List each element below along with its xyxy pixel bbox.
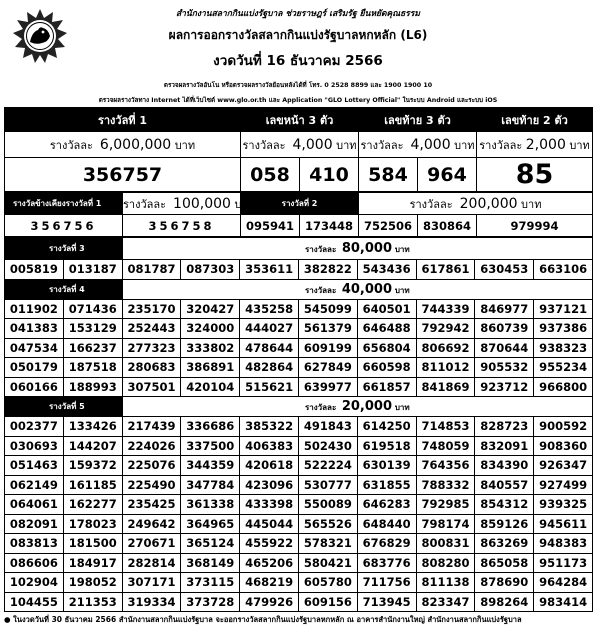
fifth-prize-number: 064061 (5, 495, 64, 515)
fifth-prize-number: 900592 (534, 417, 593, 437)
fifth-prize-number: 964284 (534, 573, 593, 593)
fifth-prize-number: 337500 (181, 436, 240, 456)
fourth-prize-number: 386891 (181, 358, 240, 378)
last2-number: 85 (477, 158, 593, 192)
fifth-prize-number: 002377 (5, 417, 64, 437)
fifth-prize-number: 433398 (240, 495, 299, 515)
fourth-prize-row (5, 338, 593, 358)
fifth-prize-number: 748059 (416, 436, 475, 456)
fifth-prize-number: 800831 (416, 534, 475, 554)
fifth-prize-number: 030693 (5, 436, 64, 456)
near-first-number: 356756 (5, 215, 123, 237)
fifth-prize-row (5, 495, 593, 515)
fifth-prize-number: 854312 (475, 495, 534, 515)
fifth-prize-number: 104455 (5, 592, 64, 612)
fourth-prize-number: 050179 (5, 358, 64, 378)
fourth-prize-number: 640501 (357, 299, 416, 319)
third-prize-number: 005819 (5, 260, 64, 280)
last2-label: เลขท้าย 2 ตัว (477, 108, 593, 132)
fifth-prize-number: 711756 (357, 573, 416, 593)
fourth-prize-number: 280683 (122, 358, 181, 378)
fifth-prize-number: 465206 (240, 553, 299, 573)
fifth-prize-number: 225490 (122, 475, 181, 495)
fourth-prize-row (5, 299, 593, 319)
fifth-prize-number: 307171 (122, 573, 181, 593)
last3-number: 964 (418, 158, 477, 192)
second-prize-label: รางวัลที่ 2 (241, 193, 359, 215)
fourth-prize-number: 307501 (122, 377, 181, 397)
sheet-header (4, 4, 592, 107)
front3-label: เลขหน้า 3 ตัว (241, 108, 359, 132)
fifth-prize-number: 086606 (5, 553, 64, 573)
fifth-prize-number: 455922 (240, 534, 299, 554)
fifth-prize-number: 445044 (240, 514, 299, 534)
first-prize-label: รางวัลที่ 1 (5, 108, 241, 132)
fifth-prize-number: 565526 (298, 514, 357, 534)
fifth-prize-number: 609156 (298, 592, 357, 612)
fifth-prize-number: 840557 (475, 475, 534, 495)
fifth-prize-number: 939325 (534, 495, 593, 515)
fourth-prize-number: 841869 (416, 377, 475, 397)
fourth-prize-number: 609199 (298, 338, 357, 358)
fifth-prize-number: 336686 (181, 417, 240, 437)
fifth-prize-number: 811138 (416, 573, 475, 593)
fifth-prize-number: 951173 (534, 553, 593, 573)
third-prize-amount: รางวัลละ 80,000 บาท (122, 238, 592, 260)
fifth-prize-number: 178023 (63, 514, 122, 534)
fifth-prize-row (5, 573, 593, 593)
fifth-prize-number: 646283 (357, 495, 416, 515)
fifth-prize-number: 479926 (240, 592, 299, 612)
near-first-label: รางวัลข้างเคียงรางวัลที่ 1 (5, 193, 123, 215)
fourth-prize-number: 188993 (63, 377, 122, 397)
fifth-prize-number: 217439 (122, 417, 181, 437)
second-prize-number: 979994 (477, 215, 593, 237)
fourth-prize-number: 846977 (475, 299, 534, 319)
fifth-prize-number: 347784 (181, 475, 240, 495)
fifth-prize-number: 865058 (475, 553, 534, 573)
fifth-prize-number: 808280 (416, 553, 475, 573)
fourth-prize-number: 744339 (416, 299, 475, 319)
front3-number: 058 (241, 158, 300, 192)
fifth-prize-number: 491843 (298, 417, 357, 437)
fifth-prize-number: 788332 (416, 475, 475, 495)
fourth-prize-number: 041383 (5, 319, 64, 339)
fourth-prize-number: 661857 (357, 377, 416, 397)
fifth-prize-number: 406383 (240, 436, 299, 456)
fifth-prize-number: 948383 (534, 534, 593, 554)
fifth-prize-number: 161185 (63, 475, 122, 495)
fifth-prize-number: 898264 (475, 592, 534, 612)
lottery-result-sheet (4, 4, 592, 626)
third-prize-number: 617861 (416, 260, 475, 280)
agencies-slogan: สำนักงานสลากกินแบ่งรัฐบาล ช่วยราษฎร์ เสริมรัฐ ยืนหยัดคุณธรรม (175, 9, 421, 19)
fourth-prize-number: 515621 (240, 377, 299, 397)
fifth-prize-number: 133426 (63, 417, 122, 437)
fourth-prize-number: 277323 (122, 338, 181, 358)
fifth-prize-number: 648440 (357, 514, 416, 534)
fourth-prize-number: 937386 (534, 319, 593, 339)
fourth-prize-row (5, 377, 593, 397)
fifth-prize-row (5, 534, 593, 554)
fifth-prize-number: 619518 (357, 436, 416, 456)
lower-prizes-table (4, 237, 593, 612)
first-prize-number: 356757 (5, 158, 241, 192)
fifth-prize-number: 198052 (63, 573, 122, 593)
fourth-prize-number: 047534 (5, 338, 64, 358)
fifth-prize-number: 162277 (63, 495, 122, 515)
fourth-prize-number: 646488 (357, 319, 416, 339)
fifth-prize-number: 102904 (5, 573, 64, 593)
fifth-prize-number: 373115 (181, 573, 240, 593)
last3-amount: รางวัลละ 4,000 บาท (359, 132, 477, 158)
fifth-prize-number: 863269 (475, 534, 534, 554)
third-prize-number: 663106 (534, 260, 593, 280)
fifth-prize-number: 249642 (122, 514, 181, 534)
fifth-prize-number: 423096 (240, 475, 299, 495)
third-prize-number: 013187 (63, 260, 122, 280)
fifth-prize-number: 319334 (122, 592, 181, 612)
fifth-prize-row (5, 553, 593, 573)
fourth-prize-number: 071436 (63, 299, 122, 319)
fifth-prize-number: 181500 (63, 534, 122, 554)
fifth-prize-row (5, 514, 593, 534)
first-prize-amount: รางวัลละ 6,000,000 บาท (5, 132, 241, 158)
fourth-prize-number: 324000 (181, 319, 240, 339)
fifth-prize-number: 878690 (475, 573, 534, 593)
fifth-prize-number: 550089 (298, 495, 357, 515)
last2-amount: รางวัลละ 2,000 บาท (477, 132, 593, 158)
last3-label: เลขท้าย 3 ตัว (359, 108, 477, 132)
fifth-prize-number: 224026 (122, 436, 181, 456)
fifth-prize-row (5, 436, 593, 456)
fourth-prize-amount: รางวัลละ 40,000 บาท (122, 279, 592, 299)
fifth-prize-label: รางวัลที่ 5 (5, 397, 123, 417)
fifth-prize-number: 159372 (63, 456, 122, 476)
fourth-prize-number: 187518 (63, 358, 122, 378)
fifth-prize-number: 144207 (63, 436, 122, 456)
third-prize-number: 081787 (122, 260, 181, 280)
front3-amount: รางวัลละ 4,000 บาท (241, 132, 359, 158)
fifth-prize-number: 522224 (298, 456, 357, 476)
fourth-prize-label: รางวัลที่ 4 (5, 279, 123, 299)
fifth-prize-number: 834390 (475, 456, 534, 476)
fifth-prize-number: 051463 (5, 456, 64, 476)
fourth-prize-number: 153129 (63, 319, 122, 339)
fifth-prize-number: 832091 (475, 436, 534, 456)
fourth-prize-row (5, 319, 593, 339)
second-prize-number: 095941 (241, 215, 300, 237)
fourth-prize-number: 966800 (534, 377, 593, 397)
fifth-prize-number: 580421 (298, 553, 357, 573)
fifth-prize-number: 361338 (181, 495, 240, 515)
fourth-prize-number: 252443 (122, 319, 181, 339)
fifth-prize-number: 714853 (416, 417, 475, 437)
third-prize-label: รางวัลที่ 3 (5, 238, 123, 260)
fifth-prize-row (5, 417, 593, 437)
fifth-prize-number: 282814 (122, 553, 181, 573)
fourth-prize-number: 333802 (181, 338, 240, 358)
second-prize-amount: รางวัลละ 200,000 บาท (359, 193, 593, 215)
fourth-prize-number: 320427 (181, 299, 240, 319)
internet-check-info: ตรวจผลรางวัลทาง Internet ได้ที่เว็บไซต์ www.glo.or.th และ Application "GLO Lottery Official" ในระบบ Android และระบบ iOS (98, 97, 498, 104)
near-first-second-table (4, 192, 593, 237)
fifth-prize-amount: รางวัลละ 20,000 บาท (122, 397, 592, 417)
fifth-prize-number: 859126 (475, 514, 534, 534)
third-prize-number: 087303 (181, 260, 240, 280)
last3-number: 584 (359, 158, 418, 192)
fifth-prize-number: 082091 (5, 514, 64, 534)
fifth-prize-number: 578321 (298, 534, 357, 554)
fourth-prize-number: 545099 (298, 299, 357, 319)
fourth-prize-number: 482864 (240, 358, 299, 378)
fourth-prize-number: 444027 (240, 319, 299, 339)
fifth-prize-number: 062149 (5, 475, 64, 495)
front3-number: 410 (300, 158, 359, 192)
fifth-prize-number: 211353 (63, 592, 122, 612)
fifth-prize-number: 364965 (181, 514, 240, 534)
fourth-prize-number: 639977 (298, 377, 357, 397)
fourth-prize-number: 420104 (181, 377, 240, 397)
fourth-prize-number: 905532 (475, 358, 534, 378)
fifth-prize-number: 713945 (357, 592, 416, 612)
draw-date: งวดวันที่ 16 ธันวาคม 2566 (213, 53, 383, 69)
fourth-prize-number: 166237 (63, 338, 122, 358)
fifth-prize-number: 373728 (181, 592, 240, 612)
top-prizes-table (4, 107, 593, 192)
fifth-prize-number: 927499 (534, 475, 593, 495)
fifth-prize-number: 420618 (240, 456, 299, 476)
fifth-prize-row (5, 592, 593, 612)
fourth-prize-number: 870644 (475, 338, 534, 358)
fourth-prize-number: 435258 (240, 299, 299, 319)
fifth-prize-number: 225076 (122, 456, 181, 476)
fifth-prize-number: 614250 (357, 417, 416, 437)
fifth-prize-number: 823347 (416, 592, 475, 612)
fifth-prize-number: 945611 (534, 514, 593, 534)
fourth-prize-number: 235170 (122, 299, 181, 319)
page-title: ผลการออกรางวัลสลากกินแบ่งรัฐบาลหกหลัก (L6) (168, 28, 428, 42)
fifth-prize-number: 502430 (298, 436, 357, 456)
near-first-amount: รางวัลละ 100,000 บาท (123, 193, 241, 215)
fourth-prize-number: 478644 (240, 338, 299, 358)
phone-check-info: ตรวจผลรางวัลอันโน หรือตรวจผลรางวัลย้อนหลังได้ที่ โทร. 0 2528 8899 และ 1900 1900 10 (163, 82, 433, 89)
fifth-prize-number: 630139 (357, 456, 416, 476)
fourth-prize-number: 811012 (416, 358, 475, 378)
fourth-prize-row (5, 358, 593, 378)
fifth-prize-number: 270671 (122, 534, 181, 554)
fourth-prize-number: 806692 (416, 338, 475, 358)
fifth-prize-row (5, 475, 593, 495)
fifth-prize-number: 792985 (416, 495, 475, 515)
fourth-prize-number: 656804 (357, 338, 416, 358)
second-prize-number: 173448 (300, 215, 359, 237)
fifth-prize-number: 926347 (534, 456, 593, 476)
fifth-prize-number: 605780 (298, 573, 357, 593)
second-prize-number: 830864 (418, 215, 477, 237)
third-prize-number: 630453 (475, 260, 534, 280)
fifth-prize-number: 385322 (240, 417, 299, 437)
fourth-prize-number: 011902 (5, 299, 64, 319)
fifth-prize-number: 235425 (122, 495, 181, 515)
fifth-prize-number: 530777 (298, 475, 357, 495)
fifth-prize-number: 683776 (357, 553, 416, 573)
fourth-prize-number: 955234 (534, 358, 593, 378)
fourth-prize-number: 561379 (298, 319, 357, 339)
fourth-prize-number: 923712 (475, 377, 534, 397)
fifth-prize-number: 631855 (357, 475, 416, 495)
fourth-prize-number: 627849 (298, 358, 357, 378)
third-prize-number: 353611 (240, 260, 299, 280)
fifth-prize-number: 676829 (357, 534, 416, 554)
fifth-prize-number: 344359 (181, 456, 240, 476)
third-prize-row (5, 260, 593, 280)
fourth-prize-number: 792942 (416, 319, 475, 339)
second-prize-number: 752506 (359, 215, 418, 237)
near-first-number: 356758 (123, 215, 241, 237)
fourth-prize-number: 660598 (357, 358, 416, 378)
fifth-prize-number: 468219 (240, 573, 299, 593)
fourth-prize-number: 938323 (534, 338, 593, 358)
fourth-prize-number: 860739 (475, 319, 534, 339)
fourth-prize-number: 937121 (534, 299, 593, 319)
fourth-prize-number: 060166 (5, 377, 64, 397)
fifth-prize-number: 365124 (181, 534, 240, 554)
fifth-prize-number: 983414 (534, 592, 593, 612)
fifth-prize-number: 083813 (5, 534, 64, 554)
fifth-prize-number: 798174 (416, 514, 475, 534)
fifth-prize-number: 184917 (63, 553, 122, 573)
fifth-prize-number: 908360 (534, 436, 593, 456)
fifth-prize-number: 828723 (475, 417, 534, 437)
third-prize-number: 382822 (298, 260, 357, 280)
footer-note: ● ในงวดวันที่ 30 ธันวาคม 2566 สำนักงานสลากกินแบ่งรัฐบาล จะออกรางวัลสลากกินแบ่งรัฐบาลหกหลัก ณ อาคารสำนักงานใหญ่ สำนักงานสลากกินแบ่งรัฐบาล (4, 615, 522, 624)
fifth-prize-number: 764356 (416, 456, 475, 476)
fifth-prize-row (5, 456, 593, 476)
fifth-prize-number: 368149 (181, 553, 240, 573)
third-prize-number: 543436 (357, 260, 416, 280)
